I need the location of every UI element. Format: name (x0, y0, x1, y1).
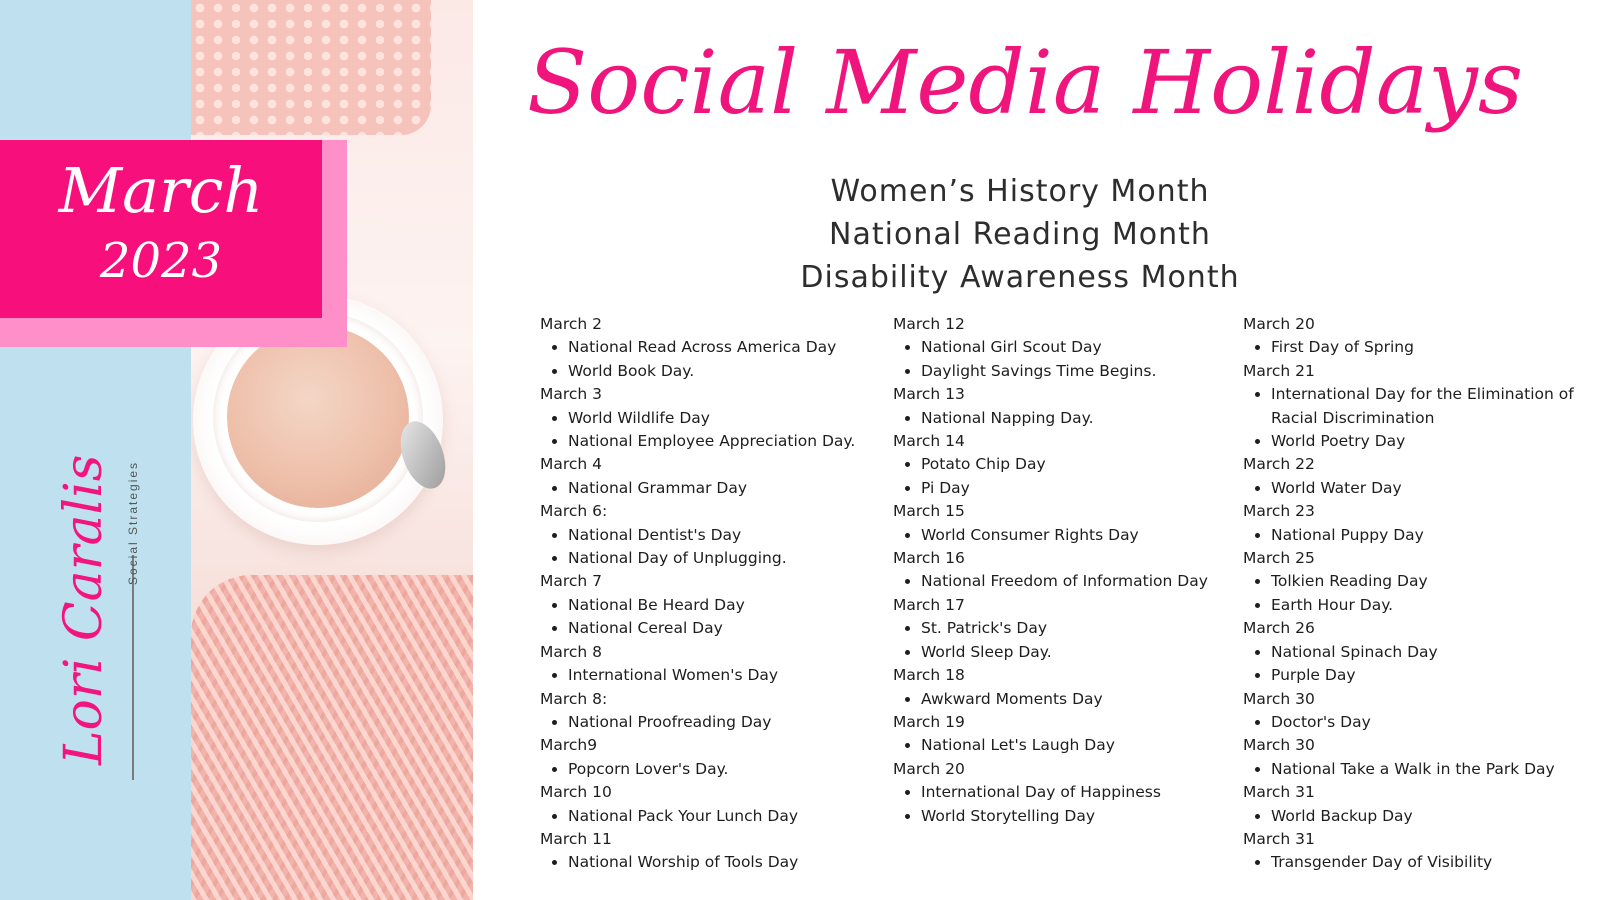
date-heading: March 2 (540, 315, 603, 333)
date-heading: March 30 (1243, 736, 1315, 755)
holiday-item: • National Let's Laugh Day (921, 734, 1233, 757)
date-heading: March 13 (893, 385, 965, 404)
date-heading: March 20 (1243, 315, 1315, 333)
holiday-item: • First Day of Spring (1271, 336, 1593, 359)
date-heading: March 4 (540, 455, 603, 474)
holiday-column-2 (893, 313, 1233, 828)
date-heading: March 21 (1243, 361, 1315, 380)
holiday-item: • Tolkien Reading Day (1271, 570, 1593, 593)
holiday-item: • Potato Chip Day (921, 453, 1233, 476)
date-group (893, 547, 1233, 594)
date-group (540, 828, 885, 875)
month-badge-text (0, 140, 322, 318)
date-heading: March 10 (540, 783, 612, 802)
holiday-item: • National Pack Your Lunch Day (568, 805, 885, 828)
date-group (540, 734, 885, 781)
holiday-item: • World Consumer Rights Day (921, 524, 1233, 547)
date-heading: March 7 (540, 572, 603, 591)
holiday-item: • National Grammar Day (568, 477, 885, 500)
date-heading: March 16 (893, 549, 965, 568)
date-group (1243, 688, 1593, 735)
holiday-item: • National Take a Walk in the Park Day (1271, 758, 1593, 781)
holiday-item: • National Be Heard Day (568, 594, 885, 617)
month-observances (700, 170, 1340, 299)
holiday-item: • St. Patrick's Day (921, 617, 1233, 640)
holiday-item: • Earth Hour Day. (1271, 594, 1593, 617)
author-divider (132, 555, 134, 780)
date-group (1243, 500, 1593, 547)
date-heading: March9 (540, 736, 598, 755)
date-heading: March 12 (893, 315, 965, 333)
holiday-item: • National Napping Day. (921, 407, 1233, 430)
knit-blanket-bottom (191, 575, 473, 900)
date-group (893, 594, 1233, 664)
holiday-item: • National Spinach Day (1271, 641, 1593, 664)
date-heading: March 26 (1243, 619, 1315, 638)
holiday-item: • Pi Day (921, 477, 1233, 500)
date-group (893, 711, 1233, 758)
badge-year: 2023 (99, 233, 223, 289)
date-group (540, 570, 885, 640)
coffee-surface (227, 326, 409, 508)
holiday-item: • National Worship of Tools Day (568, 851, 885, 874)
observance-line: National Reading Month (829, 217, 1211, 252)
holiday-item: • World Backup Day (1271, 805, 1593, 828)
date-heading: March 6: (540, 502, 608, 521)
date-heading: March 25 (1243, 549, 1315, 568)
date-group (540, 453, 885, 500)
coffee-photo (191, 0, 473, 900)
date-heading: March 30 (1243, 689, 1315, 708)
date-group (540, 500, 885, 570)
holiday-item: • Daylight Savings Time Begins. (921, 360, 1233, 383)
date-group (893, 430, 1233, 500)
date-group (540, 383, 885, 453)
holiday-item: • National Girl Scout Day (921, 336, 1233, 359)
date-heading: March 31 (1243, 783, 1315, 802)
holiday-item: • International Women's Day (568, 664, 885, 687)
date-heading: March 23 (1243, 502, 1315, 521)
date-group (540, 641, 885, 688)
holiday-item: • World Poetry Day (1271, 430, 1593, 453)
date-group (893, 383, 1233, 430)
date-heading: March 22 (1243, 455, 1315, 474)
date-heading: March 8 (540, 642, 603, 661)
date-heading: March 17 (893, 595, 965, 614)
date-heading: March 14 (893, 432, 965, 451)
holiday-column-1 (540, 313, 885, 875)
author-name: Lori Caralis (54, 454, 114, 765)
date-group (1243, 828, 1593, 875)
date-group (1243, 453, 1593, 500)
date-group (1243, 313, 1593, 360)
date-heading: March 11 (540, 829, 612, 848)
holiday-item: • World Storytelling Day (921, 805, 1233, 828)
observance-line: Women’s History Month (830, 174, 1210, 209)
date-group (540, 313, 885, 383)
date-heading: March 20 (893, 759, 965, 778)
holiday-item: • International Day of Happiness (921, 781, 1233, 804)
holiday-item: • World Water Day (1271, 477, 1593, 500)
holiday-item: • Popcorn Lover's Day. (568, 758, 885, 781)
date-group (1243, 734, 1593, 781)
holiday-item: • National Freedom of Information Day (921, 570, 1233, 593)
holiday-item: • National Puppy Day (1271, 524, 1593, 547)
date-group (1243, 617, 1593, 687)
date-group (1243, 781, 1593, 828)
holiday-item: • World Sleep Day. (921, 641, 1233, 664)
holiday-item: • Awkward Moments Day (921, 688, 1233, 711)
date-group (893, 313, 1233, 383)
date-group (540, 781, 885, 828)
date-heading: March 3 (540, 385, 603, 404)
holiday-item: • National Proofreading Day (568, 711, 885, 734)
author-tagline: Social Strategies (126, 460, 140, 585)
knit-blanket-top (191, 0, 431, 135)
date-heading: March 8: (540, 689, 608, 708)
holiday-column-3 (1243, 313, 1593, 875)
date-heading: March 18 (893, 666, 965, 685)
page-title: Social Media Holidays (526, 31, 1524, 134)
badge-month: March (58, 154, 264, 227)
holiday-item: • Purple Day (1271, 664, 1593, 687)
holiday-item: • Doctor's Day (1271, 711, 1593, 734)
date-group (893, 758, 1233, 828)
date-heading: March 15 (893, 502, 965, 521)
holiday-item: • National Cereal Day (568, 617, 885, 640)
date-group (893, 500, 1233, 547)
date-group (893, 664, 1233, 711)
holiday-item: • World Book Day. (568, 360, 885, 383)
holiday-item: • National Employee Appreciation Day. (568, 430, 885, 453)
date-heading: March 19 (893, 712, 965, 731)
author-signature (14, 435, 144, 795)
holiday-item: • World Wildlife Day (568, 407, 885, 430)
holiday-item: • International Day for the Elimination of Racial Discrimination (1271, 383, 1593, 430)
date-heading: March 31 (1243, 829, 1315, 848)
holiday-item: • Transgender Day of Visibility (1271, 851, 1593, 874)
date-group (1243, 360, 1593, 454)
holiday-item: • National Read Across America Day (568, 336, 885, 359)
observance-line: Disability Awareness Month (800, 260, 1240, 295)
date-group (540, 688, 885, 735)
holiday-item: • National Dentist's Day (568, 524, 885, 547)
holiday-item: • National Day of Unplugging. (568, 547, 885, 570)
date-group (1243, 547, 1593, 617)
